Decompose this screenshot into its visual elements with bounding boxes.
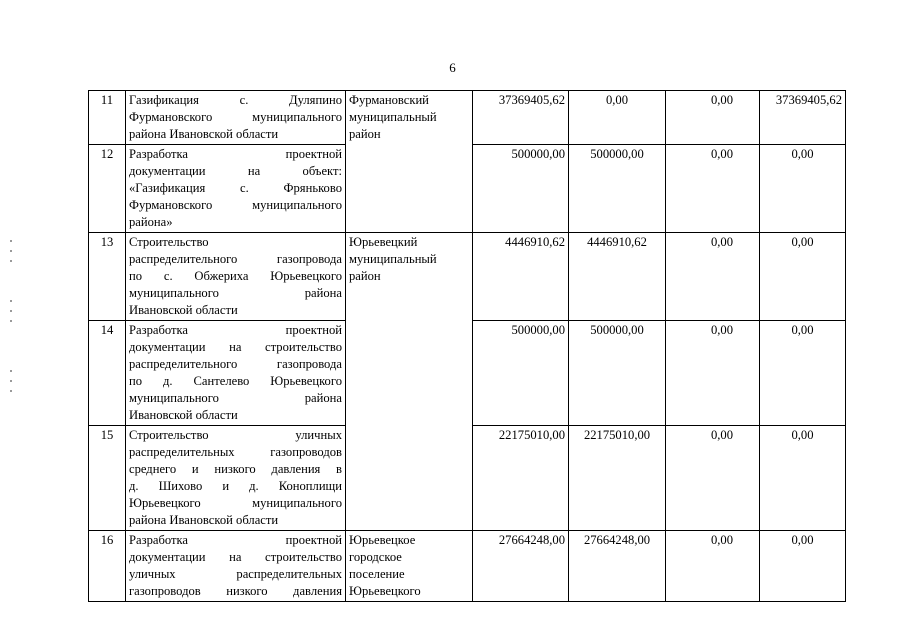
object-name-line: распределительных газопроводов	[129, 445, 342, 459]
object-name-line: Газификация с. Дуляпино	[129, 93, 342, 107]
object-name-line: распределительного газопровода	[129, 252, 342, 266]
amount-regional: 22175010,00	[569, 426, 666, 531]
object-name	[126, 531, 346, 602]
object-name-line: муниципального района	[129, 286, 342, 300]
object-name-line: Фурмановского муниципального	[129, 110, 342, 124]
amount-other: 0,00	[760, 531, 846, 602]
municipality-cell	[346, 531, 473, 602]
amount-federal: 0,00	[666, 233, 760, 321]
object-name	[126, 233, 346, 321]
municipality-line: Юрьевецкого	[349, 584, 421, 598]
table-row	[89, 531, 846, 602]
object-name-line: Разработка проектной	[129, 323, 342, 337]
amount-regional: 500000,00	[569, 145, 666, 233]
object-name-line: района»	[129, 215, 173, 229]
object-name-line: Юрьевецкого муниципального	[129, 496, 342, 510]
municipality-line: Юрьевецкое	[349, 533, 416, 547]
amount-other: 0,00	[760, 233, 846, 321]
municipality-line: Юрьевецкий	[349, 235, 418, 249]
amount-federal: 0,00	[666, 145, 760, 233]
amount-other: 0,00	[760, 321, 846, 426]
amount-total: 500000,00	[473, 145, 569, 233]
funding-table	[88, 90, 846, 602]
page-number: 6	[449, 60, 456, 75]
object-name	[126, 91, 346, 145]
object-name-line: муниципального района	[129, 391, 342, 405]
object-name-line: по д. Сантелево Юрьевецкого	[129, 374, 342, 388]
municipality-line: муниципальный	[349, 252, 437, 266]
object-name-line: Разработка проектной	[129, 533, 342, 547]
object-name	[126, 321, 346, 426]
municipality-line: городское	[349, 550, 402, 564]
amount-federal: 0,00	[666, 91, 760, 145]
municipality-cell	[346, 91, 473, 233]
table-row	[89, 233, 846, 321]
amount-other: 0,00	[760, 426, 846, 531]
object-name-line: Строительство уличных	[129, 428, 342, 442]
object-name-line: Строительство	[129, 235, 209, 249]
amount-regional: 500000,00	[569, 321, 666, 426]
object-name-line: по с. Обжериха Юрьевецкого	[129, 269, 342, 283]
object-name-line: документации на строительство	[129, 340, 342, 354]
amount-total: 37369405,62	[473, 91, 569, 145]
amount-total: 22175010,00	[473, 426, 569, 531]
municipality-line: муниципальный	[349, 110, 437, 124]
municipality-cell	[346, 233, 473, 531]
municipality-line: район	[349, 269, 381, 283]
scan-margin-marks	[10, 240, 14, 440]
amount-regional: 4446910,62	[569, 233, 666, 321]
object-name-line: Фурмановского муниципального	[129, 198, 342, 212]
municipality-line: поселение	[349, 567, 405, 581]
table-row	[89, 91, 846, 145]
object-name-line: уличных распределительных	[129, 567, 342, 581]
amount-total: 500000,00	[473, 321, 569, 426]
object-name-line: Ивановской области	[129, 408, 238, 422]
amount-total: 27664248,00	[473, 531, 569, 602]
municipality-line: Фурмановский	[349, 93, 429, 107]
row-number: 12	[89, 145, 126, 233]
amount-other: 0,00	[760, 145, 846, 233]
object-name-line: Ивановской области	[129, 303, 238, 317]
object-name	[126, 426, 346, 531]
amount-other: 37369405,62	[760, 91, 846, 145]
object-name-line: газопроводов низкого давления	[129, 584, 342, 598]
object-name-line: «Газификация с. Фряньково	[129, 181, 342, 195]
amount-federal: 0,00	[666, 426, 760, 531]
row-number: 13	[89, 233, 126, 321]
amount-regional: 27664248,00	[569, 531, 666, 602]
municipality-line: район	[349, 127, 381, 141]
object-name-line: района Ивановской области	[129, 513, 279, 527]
amount-federal: 0,00	[666, 531, 760, 602]
object-name-line: среднего и низкого давления в	[129, 462, 342, 476]
amount-federal: 0,00	[666, 321, 760, 426]
row-number: 16	[89, 531, 126, 602]
object-name-line: документации на строительство	[129, 550, 342, 564]
object-name-line: д. Шихово и д. Коноплищи	[129, 479, 342, 493]
row-number: 11	[89, 91, 126, 145]
object-name-line: Разработка проектной	[129, 147, 342, 161]
row-number: 14	[89, 321, 126, 426]
object-name-line: района Ивановской области	[129, 127, 279, 141]
amount-total: 4446910,62	[473, 233, 569, 321]
object-name-line: распределительного газопровода	[129, 357, 342, 371]
object-name-line: документации на объект:	[129, 164, 342, 178]
row-number: 15	[89, 426, 126, 531]
object-name	[126, 145, 346, 233]
amount-regional: 0,00	[569, 91, 666, 145]
